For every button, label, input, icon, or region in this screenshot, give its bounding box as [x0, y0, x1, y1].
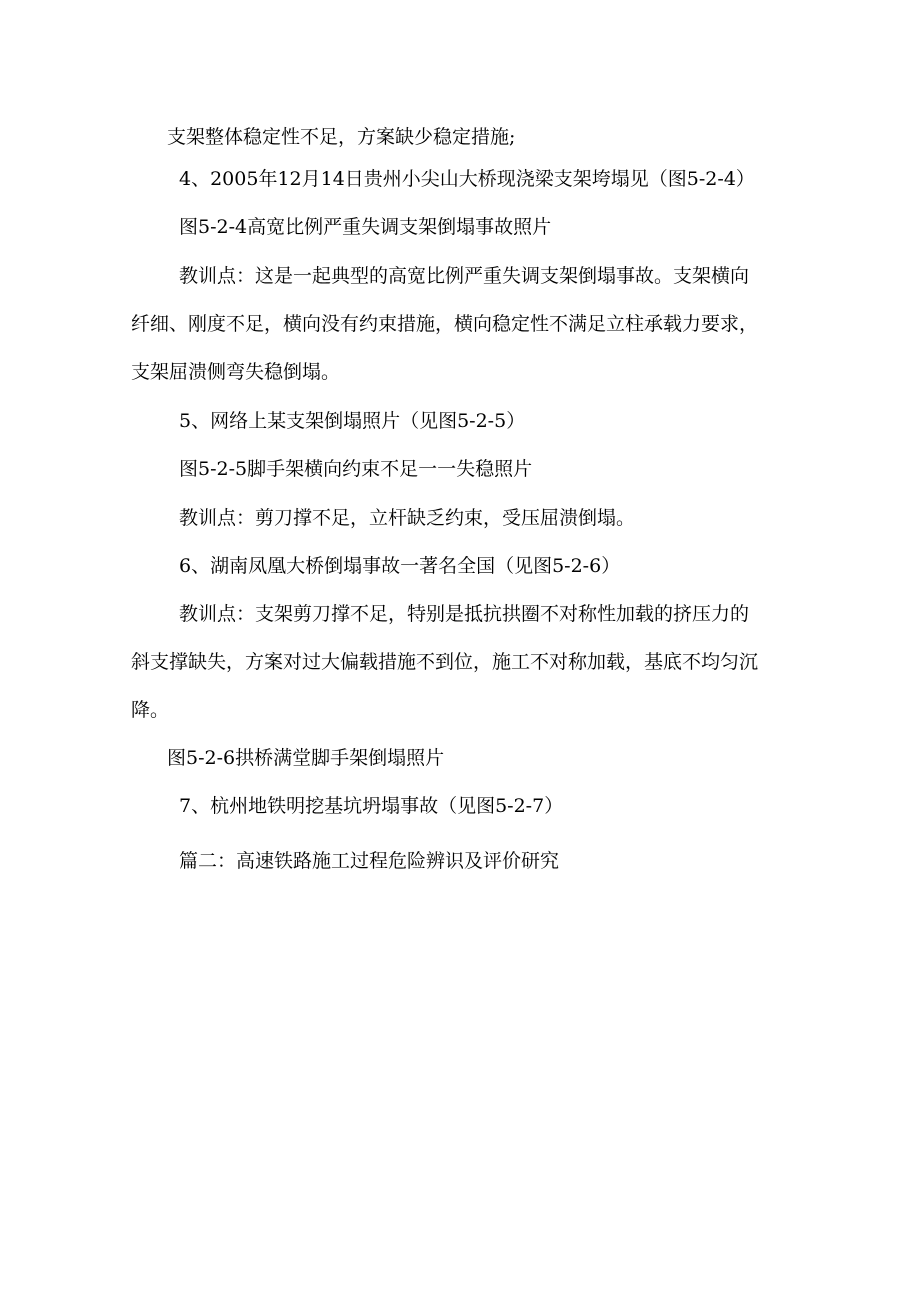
text-line-stability-insufficient: 支架整体稳定性不足，方案缺少稳定措施;: [167, 126, 516, 148]
text-line-item-7: 7、杭州地铁明挖基坑坍塌事故（见图5-2-7）: [179, 795, 564, 817]
paragraph-lesson-3: [131, 602, 796, 746]
text-line-item-5: 5、网络上某支架倒塌照片（见图5-2-5）: [179, 410, 526, 432]
paragraph-lesson-3-line-2: 斜支撑缺失，方案对过大偏载措施不到位，施工不对称加载，基底不均匀沉: [131, 651, 759, 673]
paragraph-lesson-3-line-3: 降。: [131, 699, 170, 721]
text-line-part-2-title: 篇二：高速铁路施工过程危险辨识及评价研究: [179, 850, 560, 872]
text-line-figure-5-2-4-caption: 图5-2-4高宽比例严重失调支架倒塌事故照片: [179, 216, 552, 238]
text-line-item-6: 6、湖南凤凰大桥倒塌事故一著名全国（见图5-2-6）: [179, 555, 621, 577]
paragraph-lesson-1: [131, 264, 796, 408]
text-line-figure-5-2-6-caption: 图5-2-6拱桥满堂脚手架倒塌照片: [167, 747, 445, 769]
paragraph-lesson-1-line-1: 教训点：这是一起典型的高宽比例严重失调支架倒塌事故。支架横向: [179, 265, 750, 287]
paragraph-lesson-1-line-2: 纤细、刚度不足，横向没有约束措施，横向稳定性不满足立柱承载力要求，: [131, 313, 759, 335]
text-line-item-4: 4、2005年12月14日贵州小尖山大桥现浇梁支架垮塌见（图5-2-4）: [179, 168, 755, 190]
text-line-figure-5-2-5-caption: 图5-2-5脚手架横向约束不足一一失稳照片: [179, 458, 533, 480]
paragraph-lesson-3-line-1: 教训点：支架剪刀撑不足，特别是抵抗拱圈不对称性加载的挤压力的: [179, 603, 750, 625]
text-line-lesson-2: 教训点：剪刀撑不足，立杆缺乏约束，受压屈溃倒塌。: [179, 507, 636, 529]
paragraph-lesson-1-line-3: 支架屈溃侧弯失稳倒塌。: [131, 361, 341, 383]
